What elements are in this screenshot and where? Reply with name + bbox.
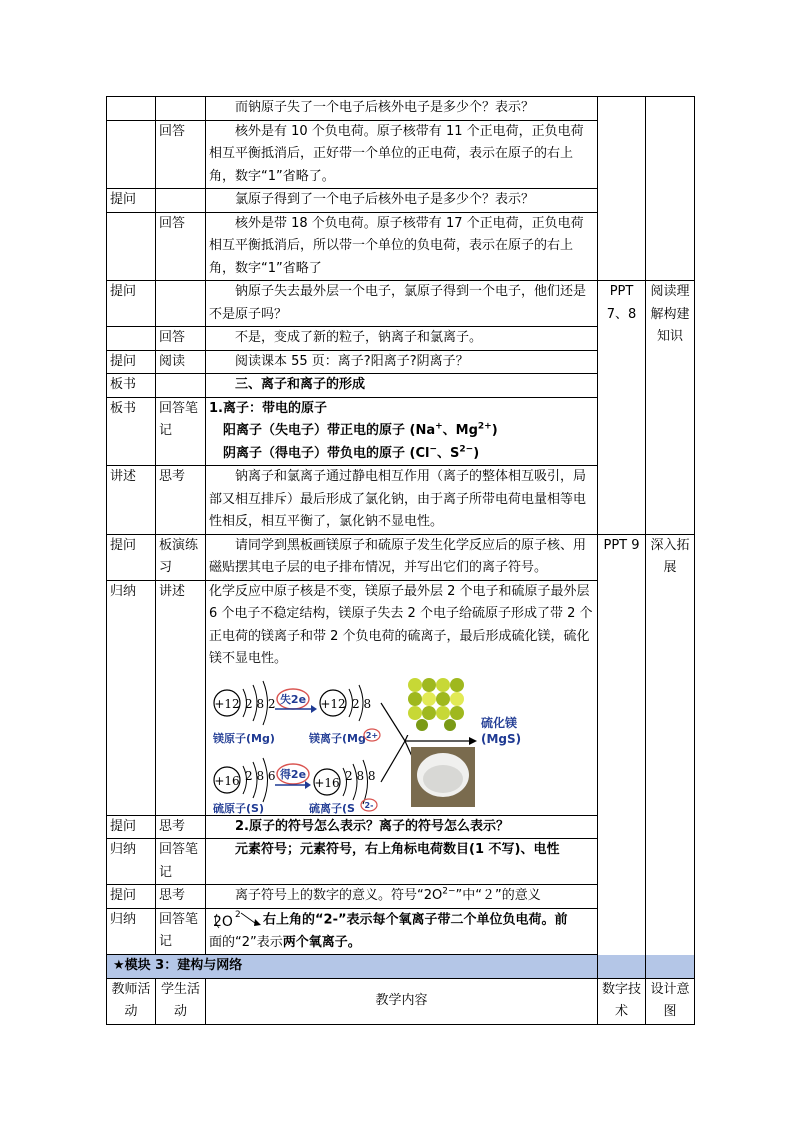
mg-atom-label: 镁原子(Mg) xyxy=(213,731,275,745)
mg-ion-charge: 2+ xyxy=(365,730,379,740)
exercise-text: 请同学到黑板画镁原子和硫原子发生化学反应后的原子核、用磁贴摆其电子层的电子排布情况，并写出它们的离子符号。 xyxy=(209,537,587,575)
col-design-intent: 设计意图 xyxy=(646,978,695,1024)
mg-lose-label: 失2e xyxy=(279,692,307,706)
column-header-row xyxy=(107,978,695,1024)
table-row xyxy=(107,97,695,121)
product-formula: (MgS) xyxy=(481,731,522,746)
teacher-activity: 提问 xyxy=(107,885,156,909)
powder-photo xyxy=(411,747,475,807)
student-activity: 讲述 xyxy=(156,580,206,815)
anion-definition: 阴离子（得电子）带负电的原子 (Cl−、$S^{2-}$) xyxy=(223,444,480,461)
table-row xyxy=(107,534,695,580)
product-name: 硫化镁 xyxy=(481,715,518,730)
student-activity: 回答 xyxy=(156,120,206,189)
answer-line-2: 面的“2”表示两个氧离子。 xyxy=(209,934,361,950)
ion-formation-diagram xyxy=(209,675,594,815)
module-title: ★模块 3：建构与网络 xyxy=(107,955,695,979)
student-activity: 回答笔记 xyxy=(156,397,206,466)
teacher-activity: 归纳 xyxy=(107,580,156,815)
col-content: 教学内容 xyxy=(206,978,598,1024)
col-digital-tech: 数字技术 xyxy=(598,978,646,1024)
svg-text:2: 2 xyxy=(235,909,241,920)
s-nucleus-label: +16 xyxy=(214,773,240,788)
answer-text: 不是，变成了新的粒子，钠离子和氯离子。 xyxy=(235,330,483,345)
student-activity: 回答 xyxy=(156,212,206,281)
question-text: 氯原子得到了一个电子后核外电子是多少个？表示？ xyxy=(235,192,535,207)
s-ion-label: 硫离子(S xyxy=(309,801,355,815)
teacher-activity: 归纳 xyxy=(107,839,156,885)
mg-atom-graphic xyxy=(212,681,380,745)
s-gain-label: 得2e xyxy=(279,767,307,781)
student-activity: 思考 xyxy=(156,885,206,909)
teacher-activity: 提问 xyxy=(107,189,156,213)
student-activity: 回答笔记 xyxy=(156,839,206,885)
col-teacher-activity: 教师活动 xyxy=(107,978,156,1024)
answer-text: 元素符号；元素符号，右上角标电荷数目(1 不写)、电性 xyxy=(235,842,560,857)
teacher-activity: 板书 xyxy=(107,397,156,466)
reading-text: 阅读课本 55 页：离子?阳离子?阴离子？ xyxy=(235,353,469,369)
student-activity: 板演练习 xyxy=(156,534,206,580)
design-intent: 阅读理解构建知识 xyxy=(646,281,695,535)
summary-text: 化学反应中原子核是不变，镁原子最外层 2 个电子和硫原子最外层 6 个电子不稳定结构，镁原子失去 2 个电子给硫原子形成了带 2 个正电荷的镁离子和带 2 个负电荷的硫离子，最后形成硫化镁，硫化镁不显电性。 xyxy=(209,583,593,666)
answer-text: 核外是带 18 个负电荷。原子核带有 17 个正电荷，正负电荷相互平衡抵消后，所以带一个单位的负电荷，表示在原子的右上角，数字“1”省略了 xyxy=(209,215,584,276)
mg-ion-shell-label: 2 8 xyxy=(352,696,372,711)
question-text: 2.原子的符号怎么表示？离子的符号怎么表示？ xyxy=(235,818,509,834)
design-intent: 深入拓展 xyxy=(646,534,695,978)
col-student-activity: 学生活动 xyxy=(156,978,206,1024)
teacher-activity: 讲述 xyxy=(107,466,156,535)
student-activity: 回答 xyxy=(156,327,206,351)
student-activity: 阅读 xyxy=(156,350,206,374)
svg-text:2O: 2O xyxy=(213,913,233,930)
s-shell-label: 2 8 6 xyxy=(245,768,276,783)
question-text: 离子符号上的数字的意义。符号“$2O^{2-}$”中“２”的意义 xyxy=(235,886,541,903)
question-text: 钠原子失去最外层一个电子，氯原子得到一个电子，他们还是不是原子吗？ xyxy=(209,284,587,322)
table-row xyxy=(107,281,695,327)
answer-text: 核外是有 10 个负电荷。原子核带有 11 个正电荷，正负电荷相互平衡抵消后，正好带一个单位的正电荷，表示在原子的右上角，数字“1”省略了。 xyxy=(209,123,584,184)
s-atom-label: 硫原子(S) xyxy=(213,801,264,815)
student-activity: 思考 xyxy=(156,815,206,839)
oxygen-ion-annotation xyxy=(209,909,263,931)
s-ion-shell-label: 2 8 8 xyxy=(345,768,376,783)
s-ion-charge: 2- xyxy=(364,800,374,810)
lesson-table xyxy=(106,96,695,1025)
teacher-activity: 提问 xyxy=(107,281,156,327)
mg-ion-nucleus-label: +12 xyxy=(320,696,346,711)
section-heading: 三、离子和离子的形成 xyxy=(235,377,366,392)
answer-line-1: 2O 2 右上角的“2-”表示每个氧离子带二个单位负电荷。前 xyxy=(209,909,594,932)
explanation-text: 钠离子和氯离子通过静电相互作用（离子的整体相互吸引，局部又相互排斥）最后形成了氯化钠，由于离子所带电荷电量相等电性相反，相互平衡了，氯化钠不显电性。 xyxy=(209,469,587,529)
teacher-activity: 归纳 xyxy=(107,908,156,955)
teacher-activity: 提问 xyxy=(107,534,156,580)
ion-definition: 1.离子：带电的原子 xyxy=(209,400,327,416)
mg-ion-label: 镁离子(Mg xyxy=(309,731,366,745)
cation-definition: 阳离子（失电子）带正电的原子 (Na+、$Mg^{2+}$) xyxy=(223,421,498,438)
student-activity: 思考 xyxy=(156,466,206,535)
teacher-activity: 板书 xyxy=(107,374,156,398)
teacher-activity: 提问 xyxy=(107,350,156,374)
mg-nucleus-label: +12 xyxy=(214,696,240,711)
student-activity: 回答笔记 xyxy=(156,908,206,955)
s-ion-nucleus-label: +16 xyxy=(314,775,340,790)
digital-tech: PPT 7、8 xyxy=(598,281,646,535)
digital-tech: PPT 9 xyxy=(598,534,646,978)
question-text: 而钠原子失了一个电子后核外电子是多少个？表示？ xyxy=(235,100,535,115)
module-header-row xyxy=(107,955,695,979)
s-atom-graphic xyxy=(213,758,377,815)
ion-diagram-svg xyxy=(209,675,589,815)
lesson-document xyxy=(106,96,694,1025)
mg-shell-label: 2 8 2 xyxy=(245,696,276,711)
teacher-activity: 提问 xyxy=(107,815,156,839)
crystal-lattice-image xyxy=(405,675,475,735)
